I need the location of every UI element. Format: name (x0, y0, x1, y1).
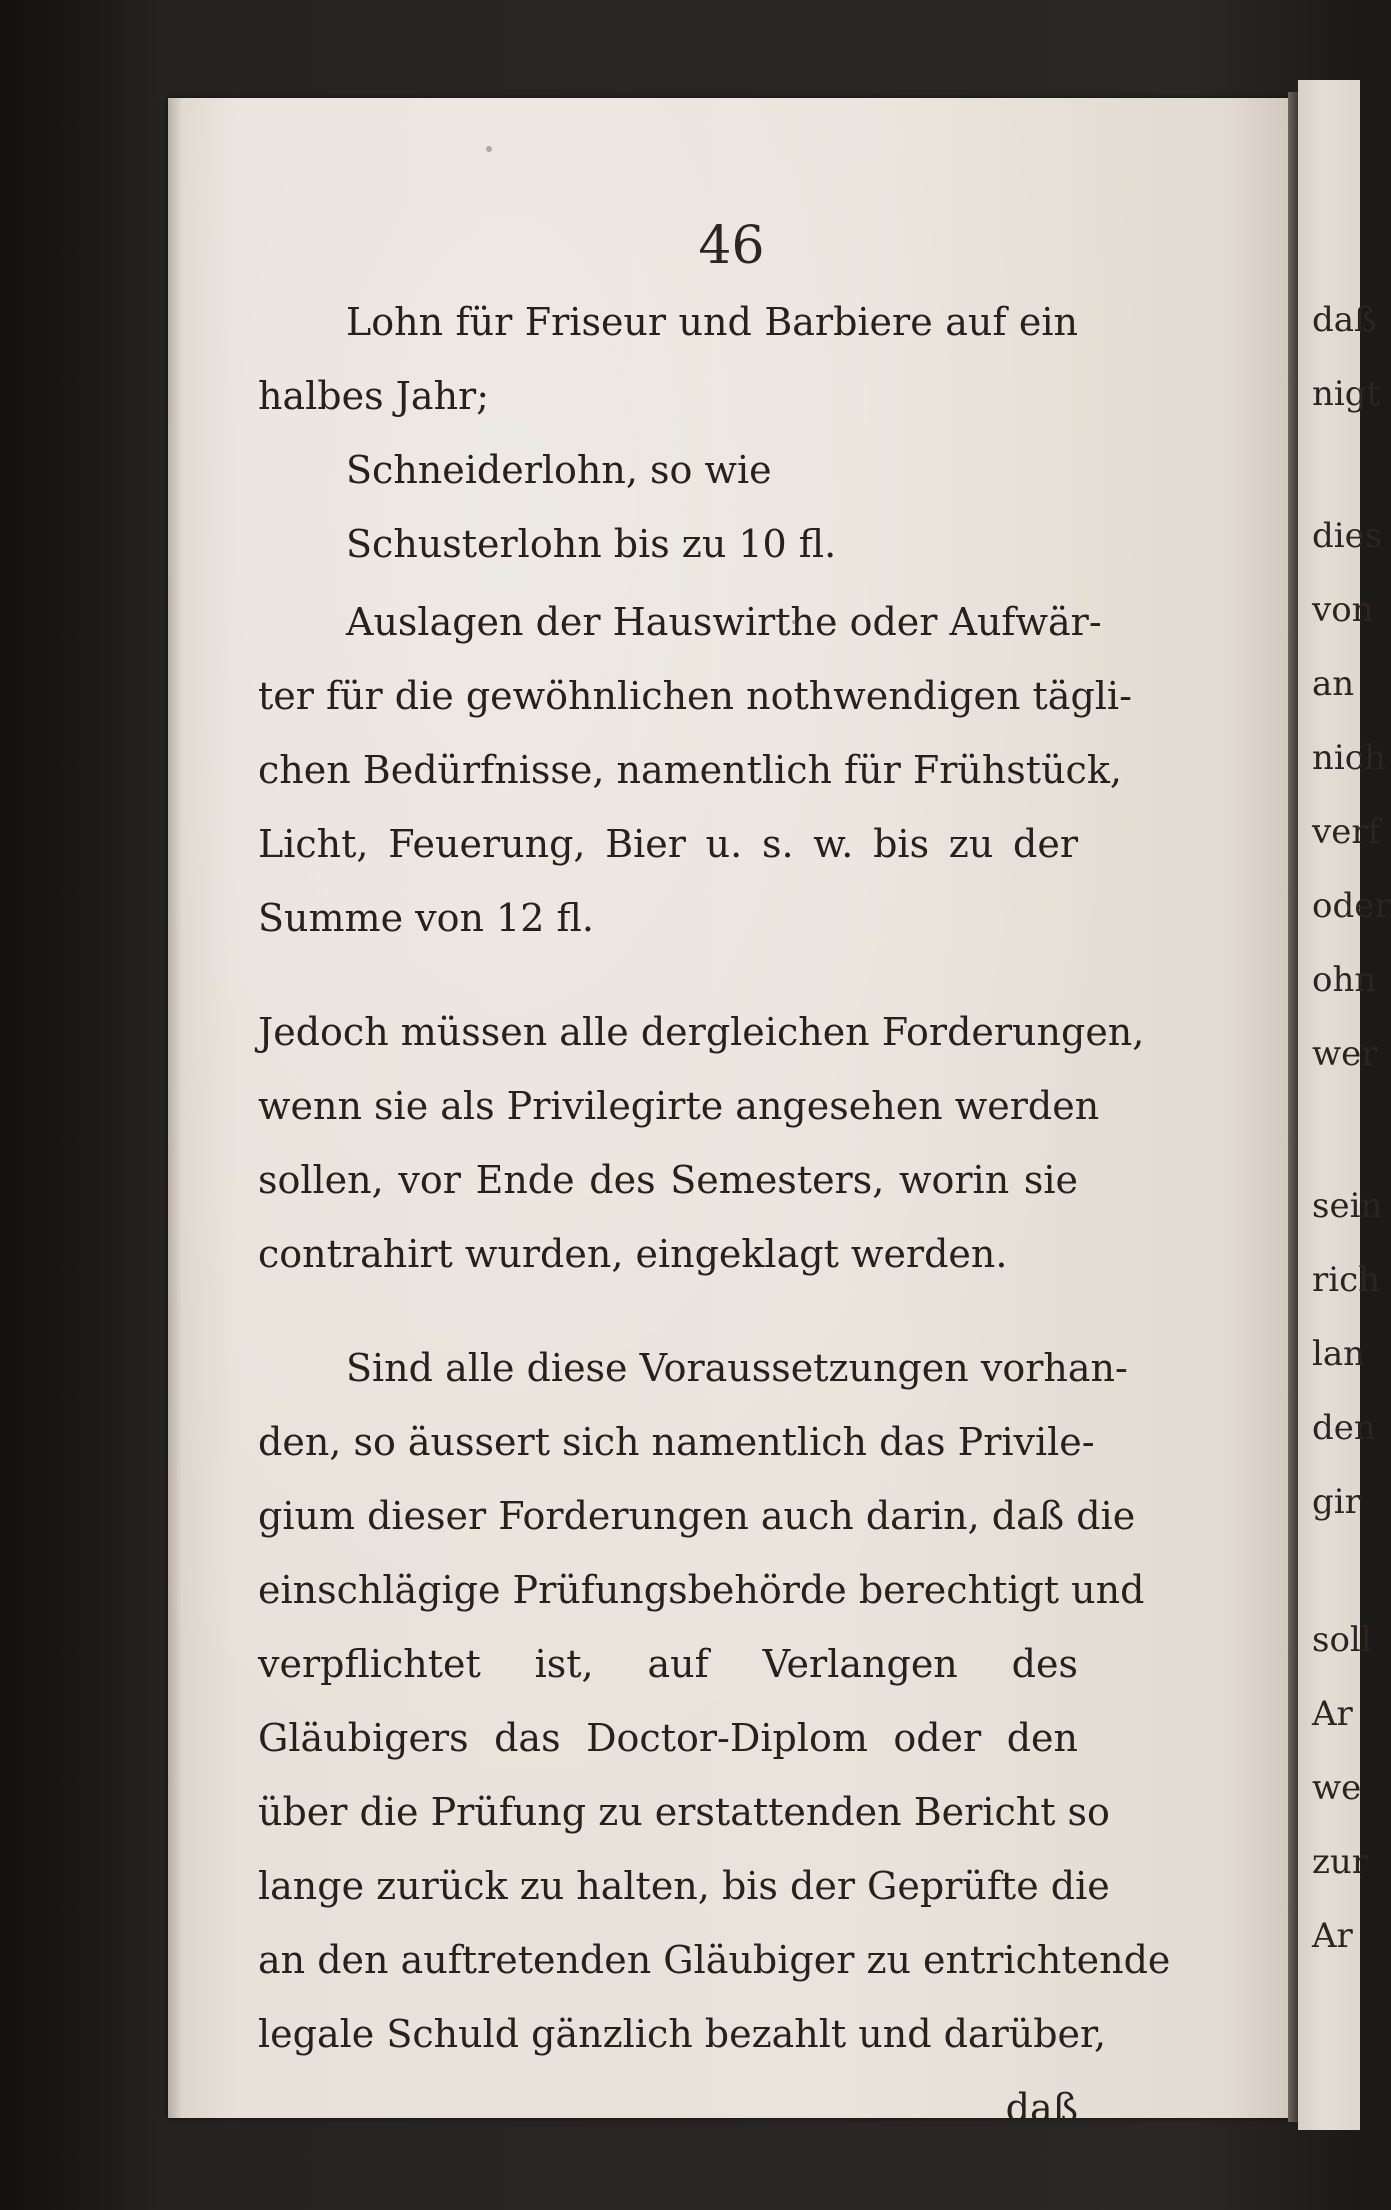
text-line: wenn sie als Privilegirte angesehen werden (258, 1084, 1100, 1128)
text-line: Schneiderlohn, so wie (346, 448, 772, 492)
facing-page-fragment: lan (1312, 1334, 1366, 1374)
text-line: verpflichtet ist, auf Verlangen des (258, 1642, 1078, 1686)
facing-page-fragment: verf (1312, 812, 1381, 852)
facing-page-fragment: soll (1312, 1620, 1372, 1660)
text-line: den, so äussert sich namentlich das Privile- (258, 1420, 1095, 1464)
book-gutter (1288, 92, 1298, 2122)
text-line: Summe von 12 fl. (258, 896, 594, 940)
text-line: gium dieser Forderungen auch darin, daß die (258, 1494, 1136, 1538)
facing-page-fragment: ohn (1312, 960, 1377, 1000)
facing-page-edge (1298, 80, 1391, 2130)
text-line: Schusterlohn bis zu 10 fl. (346, 522, 837, 566)
facing-page-fragment: Ar (1312, 1694, 1353, 1734)
facing-page-fragment: wer (1312, 1034, 1378, 1074)
facing-page-fragment: we (1312, 1768, 1362, 1808)
text-line: contrahirt wurden, eingeklagt werden. (258, 1232, 1008, 1276)
page-number: 46 (698, 216, 765, 276)
text-line: Jedoch müssen alle dergleichen Forderungen, (258, 1010, 1145, 1054)
facing-page-fragment: daß (1312, 300, 1377, 340)
text-line: legale Schuld gänzlich bezahlt und darüber, (258, 2012, 1107, 2056)
facing-page-fragment: Ar (1312, 1916, 1353, 1956)
facing-page-fragment: nich (1312, 738, 1386, 778)
text-line: halbes Jahr; (258, 374, 490, 418)
text-line: Lohn für Friseur und Barbiere auf ein (346, 300, 1078, 344)
facing-page-fragment: nigt (1312, 374, 1381, 414)
facing-page-fragment: oder (1312, 886, 1391, 926)
text-line: an den auftretenden Gläubiger zu entrichtende (258, 1938, 1171, 1982)
facing-page-fragment: von (1312, 590, 1374, 630)
text-line: Licht, Feuerung, Bier u. s. w. bis zu der (258, 822, 1078, 866)
facing-page-fragment: gir (1312, 1482, 1361, 1522)
text-line: sollen, vor Ende des Semesters, worin sie (258, 1158, 1078, 1202)
text-line: Auslagen der Hauswirthe oder Aufwär- (346, 600, 1102, 644)
facing-page-fragment: zur (1312, 1842, 1369, 1882)
text-line: über die Prüfung zu erstattenden Bericht so (258, 1790, 1110, 1834)
catchword: daß (1005, 2086, 1078, 2130)
facing-page-fragment: rich (1312, 1260, 1381, 1300)
text-line: lange zurück zu halten, bis der Geprüfte die (258, 1864, 1110, 1908)
text-line: einschlägige Prüfungsbehörde berechtigt und (258, 1568, 1145, 1612)
page-edge-shadow (168, 98, 182, 2118)
facing-page-fragment: den (1312, 1408, 1376, 1448)
text-line: ter für die gewöhnlichen nothwendigen tägli- (258, 674, 1132, 718)
facing-page-fragment: sein (1312, 1186, 1383, 1226)
text-line: chen Bedürfnisse, namentlich für Frühstück, (258, 748, 1122, 792)
facing-page-fragment: an (1312, 664, 1355, 704)
facing-page-fragment: dies (1312, 516, 1383, 556)
paper-speck (486, 146, 492, 152)
text-line: Gläubigers das Doctor-Diplom oder den (258, 1716, 1078, 1760)
text-line: Sind alle diese Voraussetzungen vorhan- (346, 1346, 1128, 1390)
